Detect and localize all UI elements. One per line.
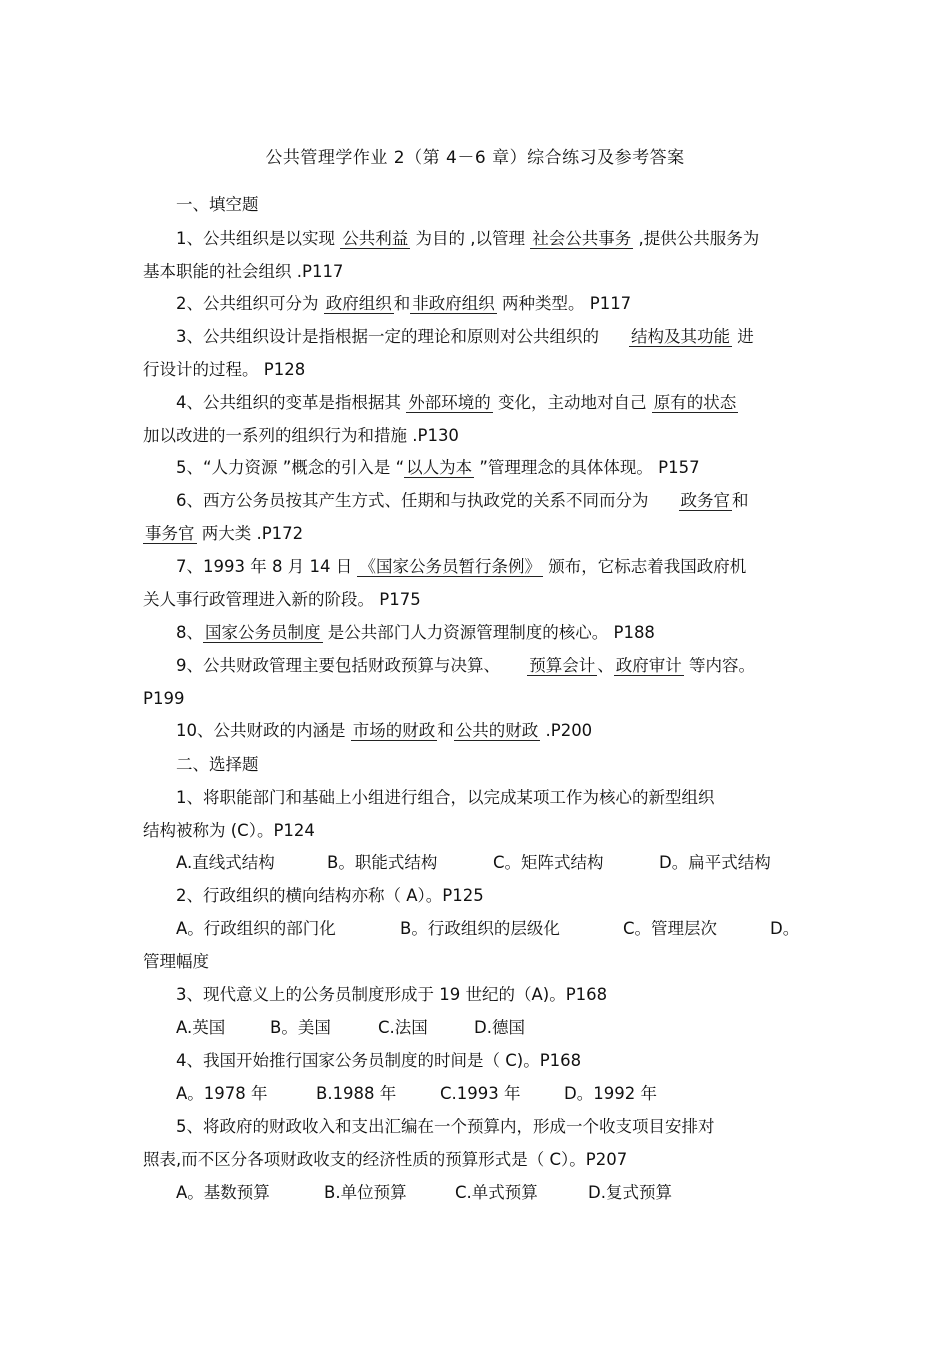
answer-blank: 结构及其功能 xyxy=(631,327,730,346)
answer-blank: 公共的财政 xyxy=(455,721,539,740)
fill-question-2 xyxy=(176,293,631,315)
option-b: B.单位预算 xyxy=(324,1183,407,1202)
option-d: D。扁平式结构 xyxy=(659,853,771,872)
choice-question-5: 5、将政府的财政收入和支出汇编在一个预算内，形成一个收支项目安排对 xyxy=(176,1117,715,1136)
option-b: B.1988 年 xyxy=(316,1084,397,1103)
fill-question-7-cont: 关人事行政管理进入新的阶段。 P175 xyxy=(143,590,421,609)
question-text: ”管理理念的具体体现。 P157 xyxy=(474,458,700,477)
question-text: 两种类型。 P117 xyxy=(496,294,632,313)
option-d: D。 xyxy=(770,919,800,938)
question-text: 和 xyxy=(393,294,411,313)
option-b: B。职能式结构 xyxy=(327,853,438,872)
choice-question-2: 2、行政组织的横向结构亦称（ A）。P125 xyxy=(176,886,484,905)
choice-options-5 xyxy=(176,1182,672,1204)
question-text: 进 xyxy=(732,327,754,346)
fill-question-3-cont: 行设计的过程。 P128 xyxy=(143,360,306,379)
choice-question-4: 4、我国开始推行国家公务员制度的时间是（ C)。P168 xyxy=(176,1051,582,1070)
fill-question-5 xyxy=(176,457,700,479)
question-text: 1、公共组织是以实现 xyxy=(176,229,341,248)
question-text: 8、 xyxy=(176,623,203,642)
page-title: 公共管理学作业 2（第 4－6 章）综合练习及参考答案 xyxy=(265,148,685,168)
choice-options-3 xyxy=(176,1017,525,1039)
choice-options-2 xyxy=(176,918,799,940)
choice-options-1 xyxy=(176,852,771,874)
option-a: A。行政组织的部门化 xyxy=(176,919,336,938)
fill-question-1 xyxy=(176,228,759,250)
fill-question-9 xyxy=(176,655,755,677)
fill-question-10 xyxy=(176,720,592,742)
question-text: ,提供公共服务为 xyxy=(633,229,760,248)
option-d: D。1992 年 xyxy=(564,1084,657,1103)
question-text: 是公共部门人力资源管理制度的核心。 P188 xyxy=(322,623,655,642)
fill-question-4 xyxy=(176,392,738,414)
answer-blank: 《国家公务员暂行条例》 xyxy=(359,557,541,576)
question-text: 等内容。 xyxy=(683,656,755,675)
answer-blank: 以人为本 xyxy=(406,458,473,477)
fill-question-4-cont: 加以改进的一系列的组织行为和措施 .P130 xyxy=(143,426,459,445)
question-text: 和 xyxy=(437,721,454,740)
question-text: 7、1993 年 8 月 14 日 xyxy=(176,557,358,576)
option-b: B。美国 xyxy=(270,1018,331,1037)
section-heading-fill: 一、填空题 xyxy=(176,195,259,214)
answer-blank: 政府审计 xyxy=(615,656,682,675)
answer-blank: 政府组织 xyxy=(325,294,392,313)
option-a: A。1978 年 xyxy=(176,1084,268,1103)
answer-blank: 公共利益 xyxy=(342,229,409,248)
option-b: B。行政组织的层级化 xyxy=(400,919,560,938)
answer-blank: 预算会计 xyxy=(529,656,596,675)
option-a: A.直线式结构 xyxy=(176,853,275,872)
choice-question-5-cont: 照表,而不区分各项财政收支的经济性质的预算形式是（ C）。P207 xyxy=(143,1150,628,1169)
question-text: .P200 xyxy=(540,721,593,740)
option-a: A.英国 xyxy=(176,1018,226,1037)
answer-blank: 政务官 xyxy=(680,491,730,510)
question-text: 两大类 .P172 xyxy=(196,524,304,543)
choice-question-2-cont: 管理幅度 xyxy=(143,952,209,971)
section-heading-choice: 二、选择题 xyxy=(176,755,259,774)
question-text: 10、公共财政的内涵是 xyxy=(176,721,351,740)
option-c: C。管理层次 xyxy=(623,919,718,938)
question-text: 和 xyxy=(732,491,749,510)
choice-question-3: 3、现代意义上的公务员制度形成于 19 世纪的（A)。P168 xyxy=(176,985,608,1004)
option-a: A。基数预算 xyxy=(176,1183,270,1202)
question-text: 6、西方公务员按其产生方式、任期和与执政党的关系不同而分为 xyxy=(176,491,649,510)
option-c: C.单式预算 xyxy=(455,1183,538,1202)
answer-blank: 外部环境的 xyxy=(408,393,491,412)
fill-question-7 xyxy=(176,556,746,578)
question-text: 变化，主动地对自己 xyxy=(492,393,652,412)
question-text: 4、公共组织的变革是指根据其 xyxy=(176,393,407,412)
question-text: 为目的 ,以管理 xyxy=(410,229,531,248)
option-d: D.复式预算 xyxy=(588,1183,672,1202)
question-text: 3、公共组织设计是指根据一定的理论和原则对公共组织的 xyxy=(176,327,599,346)
option-c: C.1993 年 xyxy=(440,1084,521,1103)
choice-question-1: 1、将职能部门和基础上小组进行组合，以完成某项工作为核心的新型组织 xyxy=(176,788,715,807)
fill-question-3 xyxy=(176,326,754,348)
answer-blank: 事务官 xyxy=(145,524,195,543)
question-text: 5、“人力资源 ”概念的引入是 “ xyxy=(176,458,405,477)
answer-blank: 非政府组织 xyxy=(412,294,495,313)
fill-question-8 xyxy=(176,622,655,644)
answer-blank: 市场的财政 xyxy=(352,721,436,740)
answer-blank: 社会公共事务 xyxy=(532,229,632,248)
option-c: C.法国 xyxy=(378,1018,428,1037)
option-d: D.德国 xyxy=(474,1018,525,1037)
fill-question-1-cont: 基本职能的社会组织 .P117 xyxy=(143,262,344,281)
question-text: 9、公共财政管理主要包括财政预算与决算、 xyxy=(176,656,506,675)
fill-question-9-cont: P199 xyxy=(143,689,185,708)
question-text: 、 xyxy=(597,656,614,675)
fill-question-6 xyxy=(176,490,749,512)
choice-question-1-cont: 结构被称为 (C）。P124 xyxy=(143,821,315,840)
fill-question-6-cont xyxy=(143,523,303,545)
answer-blank: 国家公务员制度 xyxy=(205,623,321,642)
choice-options-4 xyxy=(176,1083,657,1105)
question-text: 2、公共组织可分为 xyxy=(176,294,324,313)
option-c: C。矩阵式结构 xyxy=(493,853,604,872)
question-text: 颁布，它标志着我国政府机 xyxy=(542,557,747,576)
answer-blank: 原有的状态 xyxy=(653,393,737,412)
